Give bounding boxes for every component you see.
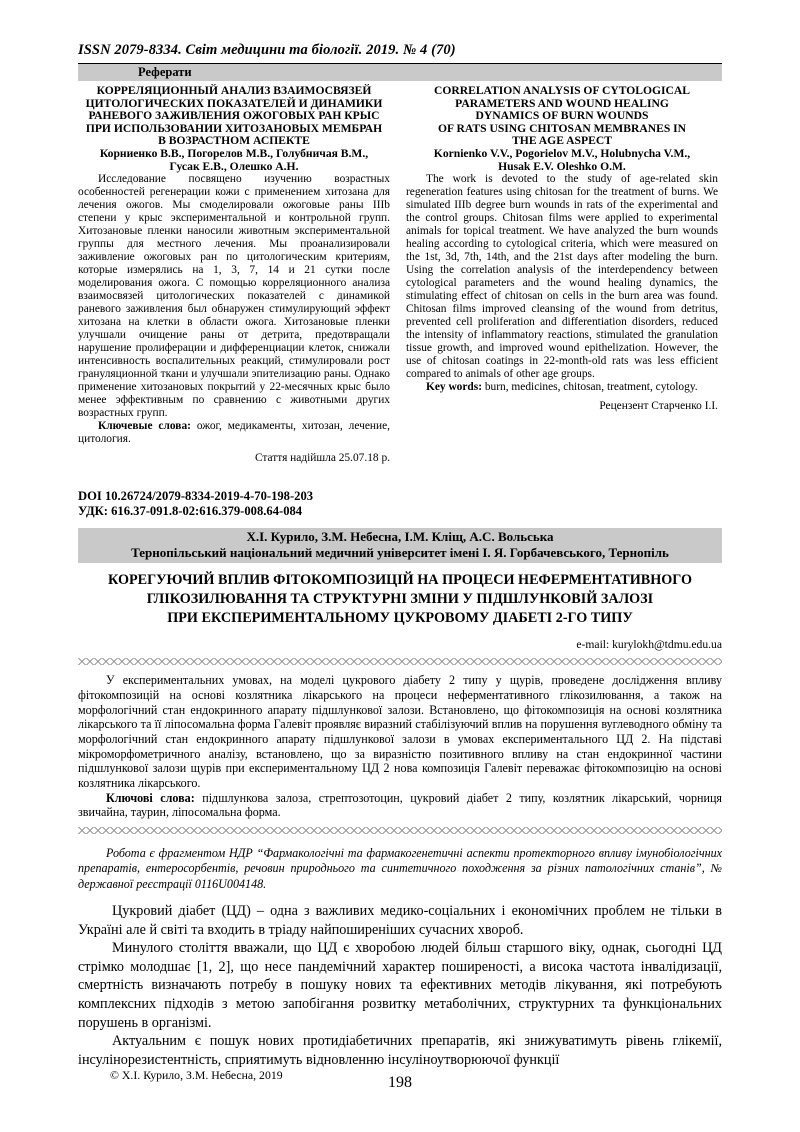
article-title	[78, 571, 722, 628]
abstract-ru-author-line: Гусак Е.В., Олешко А.Н.	[169, 159, 299, 173]
abstract-column-ru	[78, 85, 390, 465]
body-paragraph: Минулого століття вважали, що ЦД є хворобою людей більш старшого віку, однак, сьогодні ЦД стрімко молодшає [1, 2], що несе пандемічний характер поширеності, а висока частота інвалідизації, смертність визначають потребу в пошуку нових та ефективних методів лікування, які потребують комплексних підходів з метою запобігання розвитку метаболічних, структурних та функціональних порушень в організмі.	[78, 940, 722, 1031]
page-number: 198	[388, 1074, 412, 1091]
section-band	[78, 64, 722, 81]
article-affiliation: Тернопільський національний медичний університет імені І. Я. Горбачевського, Тернопіль	[131, 545, 669, 561]
abstract-ru-keywords	[78, 420, 390, 446]
abstract-en-title-line: THE AGE ASPECT	[512, 134, 612, 148]
abstract-en-title-line: OF RATS USING CHITOSAN MEMBRANES IN	[437, 121, 687, 135]
abstract-column-en	[406, 85, 718, 465]
copyright-line: © Х.І. Курило, З.М. Небесна, 2019	[110, 1068, 283, 1082]
article-title-line: ГЛІКОЗИЛЮВАННЯ ТА СТРУКТУРНІ ЗМІНИ У ПІДШЛУНКОВІЙ ЗАЛОЗІ	[146, 591, 654, 608]
article-keywords-uk-value: підшлункова залоза, стрептозотоцин, цукровий діабет 2 типу, козлятник лікарський, чорниця звичайна, таурин, ліпосомальна форма.	[78, 790, 722, 820]
body-paragraph: Цукровий діабет (ЦД) – одна з важливих медико-соціальних і економічних проблем не тільки в Україні але й світі та входить в тріаду найпоширеніших сучасних хвороб.	[78, 903, 722, 938]
article-title-line: КОРЕГУЮЧИЙ ВПЛИВ ФІТОКОМПОЗИЦІЙ НА ПРОЦЕСИ НЕФЕРМЕНТАТИВНОГО	[108, 572, 692, 589]
abstract-en-title-line: PARAMETERS AND WOUND HEALING	[455, 96, 669, 110]
abstract-ru-body: Исследование посвящено изучению возрастных особенностей регенерации кожи с применением хитозана для лечения ожогов. Мы смоделировали ожоговые раны IIIb степени у крыс экспериментальной и контрольной групп. Хитозановые пленки наносили животным экспериментальной группы для местного лечения. Мы проанализировали заживление ожоговых ран по цитологическим критериям, которые измерялись на 1, 3, 7, 14 и 21 сутки после моделирования ожога. С помощью корреляционного анализа взаимосвязей цитологических показателей с динамикой раневого заживления был обнаружен стимулирующий эффект хитозана на клетки в области ожога. Хитозановые пленки улучшали очищение раны от детрита, предотвращали нарушение пролиферации и дифференциации клеток, снижали интенсивность воспалительных реакций, стимулировали рост грануляционной ткани и улучшали эпителизацию раны. Однако применение хитозановых покрытий у 22-месячных крыс было менее эффективным по сравнению с животными других возрастных групп.	[78, 173, 390, 420]
abstract-en-body: The work is devoted to the study of age-related skin regeneration features using chitosan for the treatment of burns. We simulated IIIb degree burn wounds in rats of the experimental and the control groups. Chitosan films were applied to experimental animals for topical treatment. We have analyzed the burn wounds healing according to cytological criteria, which were measured on the 1st, 3d, 7th, 14th, and the 21st days after modeling the burn. Using the correlation analysis of the interdependency between cytological parameters and the wound healing dynamics, the stimulating effect of chitosan on cells in the burn area was found. Chitosan films improved cleansing of the wound from detritus, prevented cell proliferation and differentiation disorders, reduced the intensity of inflammatory reactions, stimulated the granulation tissue growth, and improved wound epithelization. However, the use of chitosan coatings in 22-month-old rats was less efficient compared to animals of other age groups.	[406, 173, 718, 381]
doi-line: DOI 10.26724/2079-8334-2019-4-70-198-203	[78, 489, 314, 504]
abstract-en-keywords	[406, 381, 718, 394]
contact-email[interactable]: e-mail: kurylokh@tdmu.edu.ua	[576, 638, 722, 652]
abstract-ru-title-line: РАНЕВОГО ЗАЖИВЛЕНИЯ ОЖОГОВЫХ РАН КРЫС	[88, 109, 380, 123]
received-note: Стаття надійшла 25.07.18 р.	[254, 452, 390, 465]
abstract-en-author-line: Kornienko V.V., Pogorielov M.V., Holubnycha V.M.,	[433, 146, 691, 160]
body-paragraph: Актуальним є пошук нових протидіабетичних препаратів, які знижуватимуть рівень глікемії, інсулінорезистентність, сприятимуть відновленню інсуліноутворюючої функції	[78, 1033, 722, 1068]
page-footer	[0, 1068, 800, 1108]
abstract-columns	[78, 85, 722, 465]
doi-block	[78, 489, 722, 518]
zigzag-divider-top	[78, 658, 722, 665]
abstract-ru-title-line: ПРИ ИСПОЛЬЗОВАНИИ ХИТОЗАНОВЫХ МЕМБРАН	[85, 121, 383, 135]
reviewer-note: Рецензент Старченко І.І.	[599, 400, 718, 413]
article-keywords-uk-label: Ключові слова:	[106, 790, 195, 805]
abstract-en-title-line: CORRELATION ANALYSIS OF CYTOLOGICAL	[433, 84, 691, 97]
abstract-ru-keywords-label: Ключевые слова:	[98, 420, 191, 433]
running-head: ISSN 2079-8334. Світ медицини та біології. 2019. № 4 (70)	[78, 42, 456, 58]
article-abstract-uk: У експериментальних умовах, на моделі цукрового діабету 2 типу у щурів, проведене дослідження впливу фітокомпозицій на основі козлятника лікарського на процеси неферментативного глікозилювання, а також на морфологічний стан ендокринного апарату підшлункової залози. Встановлено, що фітокомпозиція на основі козлятника лікарського та її ліпосомальна форма Галевіт проявляє виразний стабілізуючий вплив на порушення вуглеводного обміну та морфологічний стан ендокринного апарату підшлункової залози в умовах експериментального ЦД 2. На підставі мікроморфометричного аналізу, встановлено, що за виразністю позитивного впливу на стан ендокринної частини підшлункової залози щурів при експериментальному ЦД 2 нова композиція Галевіт переважає фітокомпозицію на основі козлятника лікарського.	[78, 673, 722, 791]
abstract-ru-title-line: ЦИТОЛОГИЧЕСКИХ ПОКАЗАТЕЛЕЙ И ДИНАМИКИ	[85, 96, 383, 110]
article-author-band	[78, 528, 722, 563]
article-authors: Х.І. Курило, З.М. Небесна, І.М. Кліщ, А.С. Вольська	[246, 529, 554, 545]
article-title-line: ПРИ ЕКСПЕРИМЕНТАЛЬНОМУ ЦУКРОВОМУ ДІАБЕТІ 2-ГО ТИПУ	[167, 610, 633, 627]
udc-line: УДК: 616.37-091.8-02:616.379-008.64-084	[78, 503, 303, 518]
abstract-ru-title-line: В ВОЗРАСТНОМ АСПЕКТЕ	[158, 134, 310, 148]
abstract-en-author-line: Husak E.V. Oleshko O.M.	[498, 159, 626, 173]
abstract-ru-author-line: Корниенко В.В., Погорелов М.В., Голубничая В.М.,	[99, 146, 369, 160]
abstract-ru-keywords-value: ожог, медикаменты, хитозан, лечение, цитология.	[78, 420, 390, 446]
abstract-en-title-line: DYNAMICS OF BURN WOUNDS	[475, 109, 649, 123]
abstract-en-keywords-value: burn, medicines, chitosan, treatment, cytology.	[482, 381, 698, 394]
zigzag-divider-bottom	[78, 827, 722, 834]
abstract-ru-title-line: КОРРЕЛЯЦИОННЫЙ АНАЛИЗ ВЗАИМОСВЯЗЕЙ	[96, 84, 372, 97]
section-band-label: Реферати	[138, 65, 192, 79]
article-keywords-uk	[78, 791, 722, 820]
funding-note: Робота є фрагментом НДР “Фармакологічні та фармакогенетичні аспекти протекторного впливу імунобіологічних препаратів, ентеросорбентів, речовин природнього та синтетичного походження за різних патологічних станів”, № державної реєстрації 0116U004148.	[78, 846, 722, 891]
abstract-en-keywords-label: Key words:	[426, 381, 482, 394]
